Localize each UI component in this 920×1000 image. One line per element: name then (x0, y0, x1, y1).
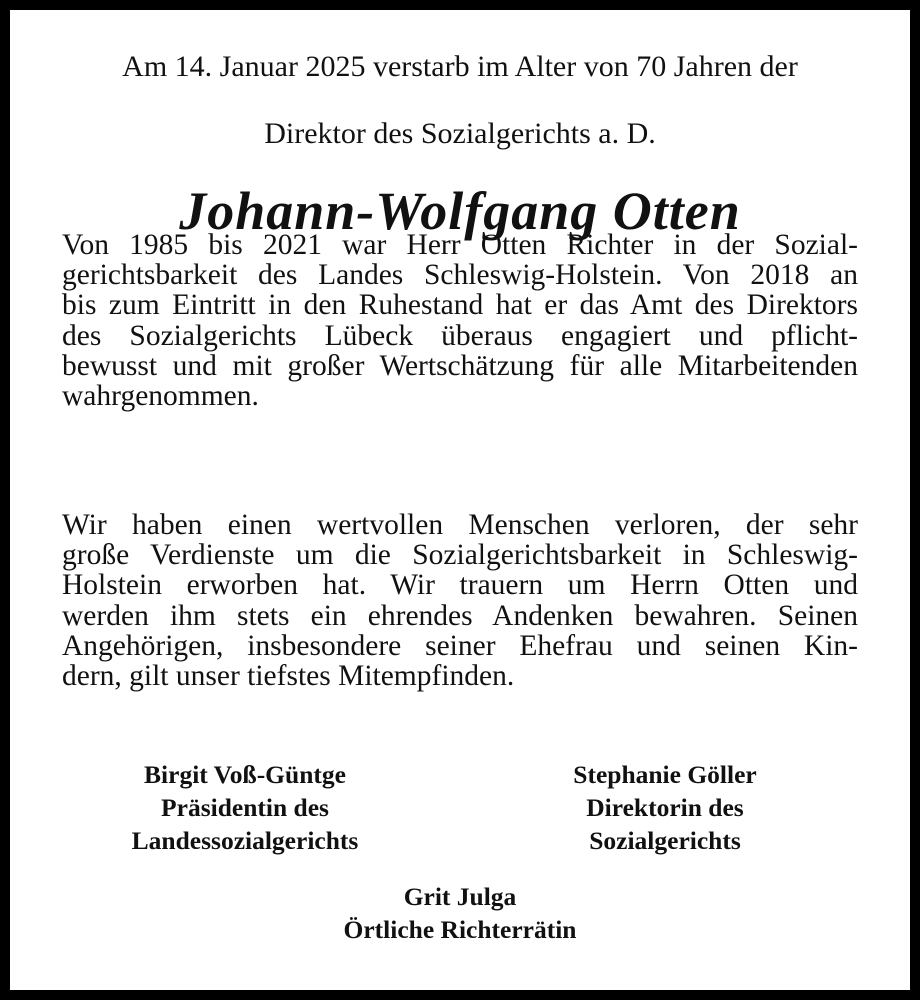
text-line: große Verdienste um die Sozialgerichtsbarkeit in Schleswig- (62, 539, 858, 572)
signatory-role: Direktorin des (586, 793, 744, 822)
signatory-name: Birgit Voß-Güntge (144, 760, 346, 789)
text-line: wahrgenommen. (62, 379, 259, 412)
text-line: Wir haben einen wertvollen Menschen verloren, der sehr (62, 509, 858, 541)
text-line: gerichtsbarkeit des Landes Schleswig-Holstein. Von 2018 an (62, 259, 858, 292)
paragraph-career (62, 230, 858, 411)
paragraph-condolence (62, 510, 858, 691)
signatory-role: Örtliche Richterrätin (343, 915, 577, 944)
text-line: bewusst und mit großer Wertschätzung für alle Mitarbeitenden (62, 349, 858, 382)
text-line: Angehörigen, insbesondere seiner Ehefrau und seinen Kin- (62, 629, 858, 662)
text-line: des Sozialgerichts Lübeck überaus engagiert und pflicht- (62, 319, 858, 352)
signatory-role: Sozialgerichts (589, 826, 741, 855)
signatory-name: Grit Julga (403, 882, 517, 911)
text-line: dern, gilt unser tiefstes Mitempfinden. (62, 659, 515, 692)
text-line: werden ihm stets ein ehrendes Andenken bewahren. Seinen (62, 599, 858, 632)
deceased-name: Johann-Wolfgang Otten (179, 181, 741, 241)
signatory-role: Präsidentin des (161, 793, 329, 822)
intro-line: Am 14. Januar 2025 verstarb im Alter von 70 Jahren der (122, 50, 798, 83)
signatory-president (55, 758, 435, 857)
text-line: Von 1985 bis 2021 war Herr Otten Richter in der Sozial- (62, 229, 858, 261)
signatory-name: Stephanie Göller (573, 760, 757, 789)
signatory-judge-council (270, 880, 650, 946)
signatory-director (475, 758, 855, 857)
text-line: bis zum Eintritt in den Ruhestand hat er das Amt des Direktors (62, 289, 858, 322)
signatory-role: Landessozialgerichts (131, 826, 359, 855)
text-line: Holstein erworben hat. Wir trauern um Herrn Otten und (62, 569, 858, 602)
title-line: Direktor des Sozialgerichts a. D. (264, 117, 656, 150)
